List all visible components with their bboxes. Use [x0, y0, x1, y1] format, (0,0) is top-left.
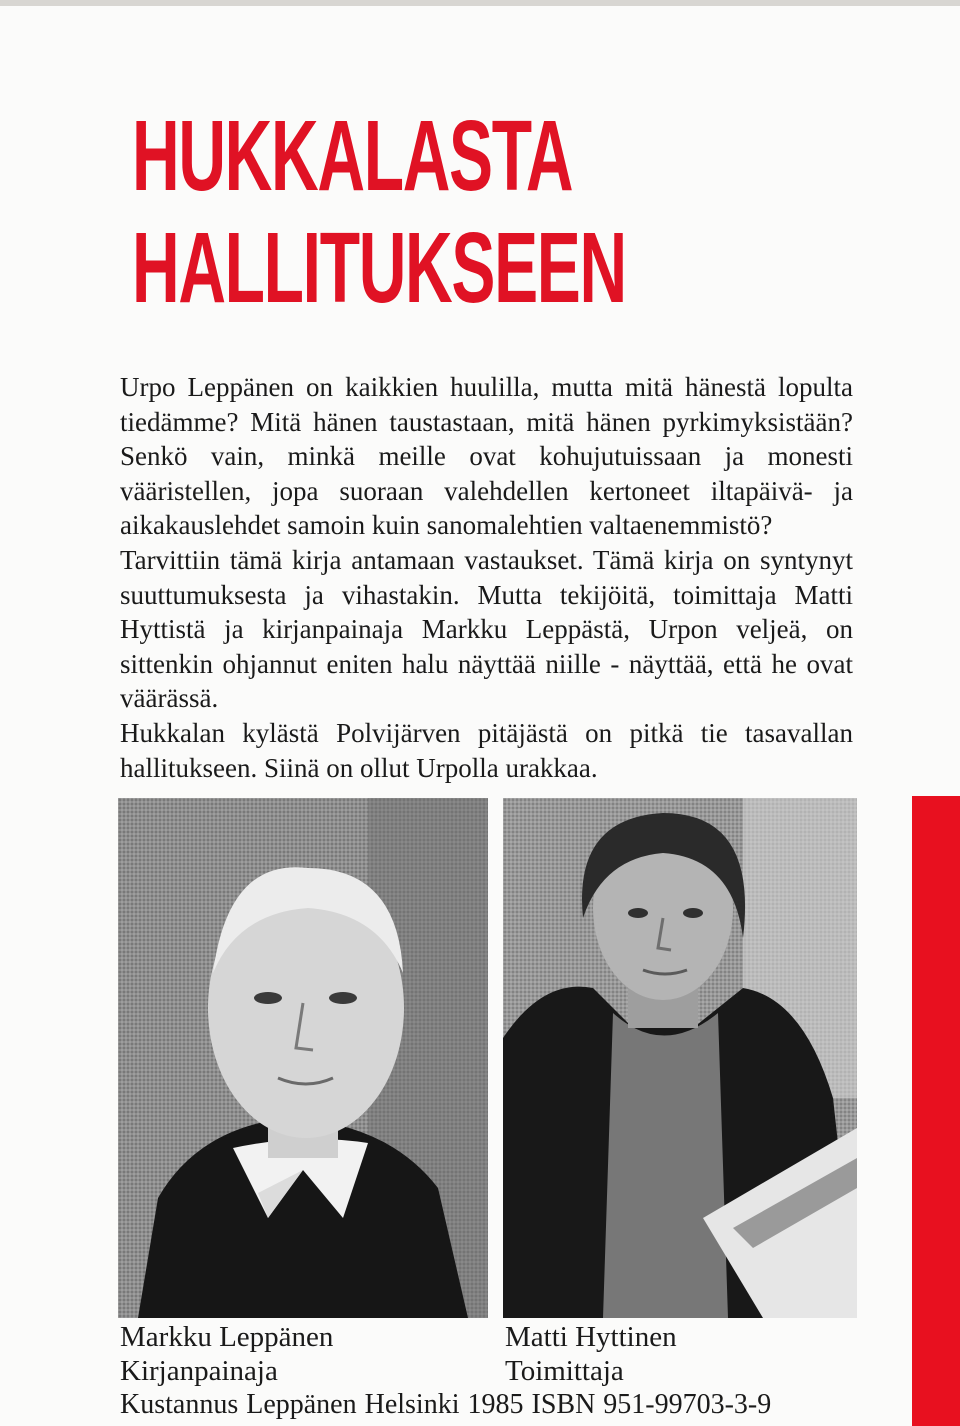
author-role-markku: Kirjanpainaja	[120, 1355, 278, 1387]
blurb-text	[120, 370, 853, 785]
portrait-illustration-right	[503, 798, 857, 1318]
cover-top-edge	[0, 0, 960, 6]
author-role-matti: Toimittaja	[505, 1355, 624, 1387]
author-name-markku: Markku Leppänen	[120, 1321, 334, 1353]
blurb-paragraph-2: Tarvittiin tämä kirja antamaan vastaukset. Tämä kirja on syntynyt suuttumuksesta ja vihastakin. Mutta tekijöitä, toimittaja Matti Hyttistä ja kirjanpainaja Markku Leppästä, Urpon veljeä, on sittenkin ohjannut eniten halu näyttää niille - näyttää, että he ovat väärässä.	[120, 544, 853, 714]
author-name-matti: Matti Hyttinen	[505, 1321, 677, 1353]
title-line-1: HUKKALASTA	[132, 100, 573, 212]
red-spine-tab	[912, 796, 960, 1426]
blurb-paragraph-1: Urpo Leppänen on kaikkien huulilla, mutta mitä hänestä lopulta tiedämme? Mitä hänen taustastaan, mitä hänen pyrkimyksistään? Senkö vain, minkä meille ovat kohujutuissaan ja monesti vääristellen, jopa suoraan valehdellen kertoneet iltapäivä- ja aikakauslehdet samoin kuin sanomalehtien valtaenemmistö?	[120, 372, 853, 541]
publisher-line: Kustannus Leppänen Helsinki 1985 ISBN 951-99703-3-9	[120, 1389, 772, 1420]
title-line-2: HALLITUKSEEN	[132, 212, 626, 324]
book-title	[132, 100, 626, 324]
author-photo-markku	[118, 798, 488, 1318]
blurb-paragraph-3: Hukkalan kylästä Polvijärven pitäjästä on pitkä tie tasavallan hallitukseen. Siinä on ollut Urpolla urakkaa.	[120, 717, 853, 783]
portrait-illustration-left	[118, 798, 488, 1318]
author-photo-matti	[503, 798, 857, 1318]
